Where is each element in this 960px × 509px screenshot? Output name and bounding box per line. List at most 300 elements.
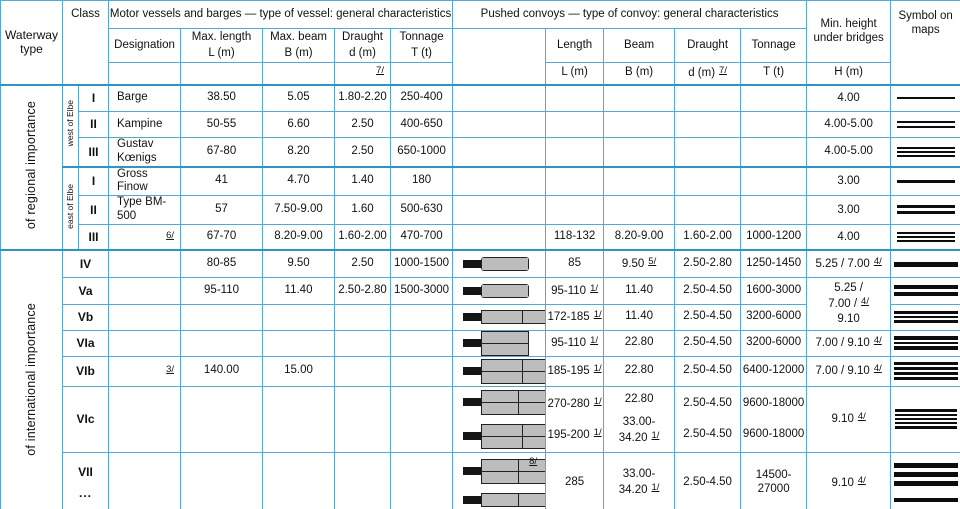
convoy-length-cell [546,138,604,167]
class-cell [63,330,109,356]
min-height-line [807,203,890,218]
convoy-beam-header: Beam [604,29,675,63]
convoy-tonnage-cell [741,85,807,112]
pusher-icon [463,432,481,440]
table-row [1,277,960,304]
convoy-value-text: 95-110 [551,337,587,350]
elbe-label-text: east of Elbe [65,183,76,229]
map-symbol [894,262,958,267]
convoy-value [675,310,740,324]
map-symbol-line [894,367,958,370]
map-symbol-line [897,211,955,214]
convoy-icon-cell [453,304,546,330]
draught-cell [335,356,391,386]
footnote-marker: 7/ [719,65,727,77]
min-height-line [807,312,890,327]
tonnage-cell: 180 [391,167,453,196]
designation-cell [109,224,181,250]
map-symbol-line [894,377,958,380]
convoy-formation [453,390,545,449]
map-symbol-line [894,342,958,344]
footnote-marker: 4/ [873,256,882,268]
map-symbol-cell [891,330,960,356]
convoy-draught-cell [675,167,741,196]
convoy-value [604,336,674,350]
convoy-beam-cell [604,167,675,196]
convoy-value [604,416,674,446]
table-row [1,356,960,386]
convoy-value [675,284,740,298]
convoy-length-cell [546,112,604,138]
footnote-marker: 1/ [590,335,599,347]
convoy-value-text: 3200-6000 [746,310,802,323]
min-height-value: 7.00 / [828,297,858,310]
convoy-value [741,257,806,271]
pusher-icon [463,467,481,475]
min-height-cell [807,330,891,356]
max-beam-fn-cell [263,63,335,85]
draught-cell: 2.50 [335,138,391,167]
max-length-cell: 67-70 [181,224,263,250]
convoy-value-text: 270-280 [547,397,590,410]
draught-cell: 1.60-2.00 [335,224,391,250]
elbe-label [63,85,79,167]
class-cell [79,112,109,138]
convoy-value-text: 1600-3000 [746,283,802,296]
map-symbol-cell [891,356,960,386]
designation-cell [109,330,181,356]
barge-icon [523,425,546,436]
tonnage-unit: T (t) [411,46,432,59]
map-symbol [894,285,958,296]
convoy-value [546,257,603,271]
barge-icon [482,360,522,371]
tonnage-cell: 500-630 [391,196,453,225]
convoy-draught-cell [675,330,741,356]
max-length-cell: 50-55 [181,112,263,138]
convoy-value-text: 6400-12000 [742,364,805,377]
convoy-value [741,336,806,350]
waterway-type-header: Waterway type [1,1,63,85]
map-symbol-cell [891,167,960,196]
footnote-marker: 1/ [590,282,599,294]
map-symbol-cell [891,452,960,509]
class-label: VII [78,464,93,479]
convoy-formation [453,359,545,384]
convoy-value-text: 2.50-4.50 [683,396,732,409]
tonnage-cell: 1500-3000 [391,277,453,304]
draught-cell [335,304,391,330]
draught-cell: 2.50-2.80 [335,277,391,304]
barge-icon [482,258,528,270]
convoy-beam-cell [604,330,675,356]
convoy-draught-cell [675,304,741,330]
class-cell [79,224,109,250]
map-symbol [894,362,958,380]
min-height-value: 9.10 [831,413,854,426]
max-length-cell: 67-80 [181,138,263,167]
designation-cell [109,386,181,452]
convoy-value-text: 118-132 [553,230,596,243]
max-beam-cell: 9.50 [263,250,335,277]
class-label: Va [78,283,93,298]
convoy-length-cell [546,250,604,277]
convoy-formation [453,284,545,298]
map-symbol-cell [891,386,960,452]
convoy-length-cell [546,196,604,225]
convoy-draught-cell [675,224,741,250]
table-row [1,167,960,196]
map-symbol [894,311,958,323]
map-symbol-line [894,320,958,323]
pusher-icon [463,260,481,268]
designation-cell [109,250,181,277]
class-label: I [91,174,96,189]
convoy-value [741,310,806,324]
barge-icon [482,285,528,297]
draught-cell: 2.50 [335,112,391,138]
convoy-value [546,396,603,412]
max-beam-cell: 7.50-9.00 [263,196,335,225]
draught-unit: d (m) [349,46,376,59]
convoy-value-text: 185-195 [547,365,590,378]
convoy-value-text: 9600-18000 [742,427,805,440]
section-label [1,250,63,509]
pushed-convoy-icon [463,310,546,324]
convoy-length-cell [546,277,604,304]
max-length-cell [181,452,263,509]
draught-header [335,29,391,63]
convoy-draught-cell [675,452,741,509]
convoy-icon-cell [453,277,546,304]
table-row [1,112,960,138]
tonnage-label: Tonnage [399,30,444,43]
tonnage-cell: 1000-1500 [391,250,453,277]
pushed-convoy-icon [463,493,546,507]
map-symbol-cell [891,85,960,112]
convoy-value-text: 1000-1200 [746,230,802,243]
convoy-tonnage-cell [741,112,807,138]
class-cell [63,250,109,277]
min-height-cell [807,85,891,112]
class-cell [79,138,109,167]
map-symbol-cell [891,112,960,138]
footnote-marker: 4/ [861,295,869,307]
convoy-value [604,256,674,272]
table-row [1,85,960,112]
barge-icon [482,460,518,471]
convoy-value [546,335,603,351]
barge-icon [523,311,546,323]
section-label-text: of regional importance [24,100,38,230]
convoy-value-text: 1250-1450 [746,257,802,270]
elbe-label [63,167,79,251]
pusher-icon [463,313,481,321]
barge-grid [481,257,529,271]
designation-text: Gustav Kœnigs [117,138,157,164]
map-symbol-line [895,409,957,412]
pusher-icon [463,339,481,347]
pushed-convoys-group-header: Pushed convoys — type of convoy: general characteristics [453,1,807,29]
map-symbol-line [894,262,958,267]
convoy-icon-cell [453,138,546,167]
footnote-marker: 8/ [529,455,538,467]
max-length-label: Max. length [191,30,252,43]
footnote-marker: 1/ [593,395,602,407]
convoy-icon-column-header [453,29,546,85]
class-label: II [90,117,97,132]
convoy-tonnage-header: Tonnage [741,29,807,63]
convoy-value [604,230,674,244]
draught-cell [335,452,391,509]
convoy-draught-header: Draught [675,29,741,63]
convoy-length-cell [546,330,604,356]
convoy-formation [453,331,545,356]
class-label: VIa [76,336,95,351]
convoy-value-text: 2.50-4.50 [683,283,732,296]
min-height-line [807,144,890,159]
min-height-value: 7.00 / 9.10 [815,365,870,378]
barge-grid [481,331,529,356]
convoy-value [546,476,603,490]
class-label: VIc [76,412,95,427]
convoy-value [741,469,806,497]
convoy-tonnage-cell [741,250,807,277]
tonnage-cell [391,386,453,452]
map-symbol-cell [891,224,960,250]
tonnage-header [391,29,453,63]
convoy-value-text: 11.40 [625,283,654,296]
convoy-tonnage-cell [741,356,807,386]
class-label: IV [79,256,92,271]
map-symbol-line [897,236,955,238]
convoy-value [675,364,740,378]
convoy-draught-cell [675,138,741,167]
convoy-beam-cell [604,304,675,330]
convoy-value [675,230,740,244]
max-beam-cell [263,386,335,452]
table-row [1,386,960,452]
map-symbol [895,409,957,429]
map-symbol-line [897,240,955,242]
min-height-cell [807,138,891,167]
max-beam-cell: 8.20 [263,138,335,167]
convoy-value-text: 95-110 [551,284,587,297]
convoy-value-text: 22.80 [624,364,654,377]
footnote-marker: 7/ [376,65,385,77]
convoy-draught-cell [675,277,741,304]
convoy-value [675,428,740,442]
tonnage-cell [391,452,453,509]
designation-cell [109,112,181,138]
min-height-line [807,335,890,351]
convoy-value [675,397,740,411]
map-symbol-line [894,481,958,486]
convoy-value-text: 2.50-4.50 [683,364,732,377]
min-height-cell [807,196,891,225]
min-height-line [807,230,890,245]
barge-grid [481,390,546,415]
footnote-marker: 1/ [593,426,602,438]
pusher-icon [463,496,481,504]
convoy-tonnage-cell [741,167,807,196]
min-height-value: 4.00 [837,91,860,104]
barge-icon [482,403,518,414]
convoy-value [741,364,806,378]
class-cell [63,356,109,386]
tonnage-cell: 470-700 [391,224,453,250]
min-height-value: 4.00-5.00 [824,118,873,131]
tonnage-cell: 400-650 [391,112,453,138]
map-symbol-line [894,311,958,314]
map-symbol-line [897,205,955,208]
convoy-length-cell [546,85,604,112]
max-beam-cell: 4.70 [263,167,335,196]
convoy-icon-cell [453,224,546,250]
convoy-beam-cell [604,452,675,509]
convoy-value-text: 172-185 [547,311,590,324]
table-row [1,138,960,167]
convoy-length-cell [546,386,604,452]
convoy-beam-unit: B (m) [604,63,675,85]
max-beam-unit: B (m) [284,46,313,59]
map-symbol-cell [891,304,960,330]
min-height-cell [807,112,891,138]
convoy-value [675,476,740,490]
max-beam-cell [263,304,335,330]
designation-cell [109,304,181,330]
tonnage-cell: 250-400 [391,85,453,112]
map-symbol [897,205,955,214]
convoy-value-text: 9600-18000 [742,396,805,409]
max-beam-cell: 6.60 [263,112,335,138]
convoy-value-text: 14500-27000 [755,468,792,495]
convoy-tonnage-cell [741,386,807,452]
convoy-icon-cell [453,167,546,196]
barge-grid [481,493,546,507]
convoy-beam-cell [604,85,675,112]
table-row [1,250,960,277]
barge-icon [523,360,546,371]
map-symbol-cell [891,138,960,167]
convoy-tonnage-cell [741,277,807,304]
map-symbol-line [897,232,955,234]
min-height-line [807,363,890,379]
convoy-length-cell [546,356,604,386]
pushed-convoy-icon [463,359,546,384]
section-label-text: of international importance [24,303,38,456]
min-height-value: 3.00 [837,203,860,216]
footnote-marker: 5/ [648,256,657,268]
max-beam-cell: 5.05 [263,85,335,112]
convoy-value-stack [741,388,806,450]
designation-text: Barge [117,91,148,104]
map-symbol-line [895,418,957,420]
convoy-value-text: 22.80 [624,392,654,405]
convoy-length-header: Length [546,29,604,63]
max-length-unit: L (m) [208,46,235,59]
table-row [1,224,960,250]
barge-icon [519,472,546,483]
designation-cell [109,356,181,386]
max-length-cell: 95-110 [181,277,263,304]
map-symbol [894,336,958,350]
map-symbol-line [895,426,957,429]
tonnage-cell: 650-1000 [391,138,453,167]
pushed-convoy-icon [463,257,529,271]
convoy-value [604,393,674,407]
tonnage-cell [391,304,453,330]
barge-icon [523,437,546,448]
barge-icon [482,494,518,506]
map-symbol [897,121,955,128]
min-height-line [807,256,890,272]
min-height-line [807,296,890,312]
convoy-draught-unit-text: d (m) [688,67,716,80]
table-row [1,452,960,509]
max-length-cell [181,330,263,356]
convoy-value [741,428,806,442]
convoy-value [741,397,806,411]
convoy-beam-cell [604,250,675,277]
min-height-line [807,91,890,106]
convoy-icon-cell [453,250,546,277]
table-row [1,196,960,225]
convoy-value [546,363,603,379]
convoy-draught-cell [675,356,741,386]
map-symbol-line [897,155,955,157]
convoy-value [546,309,603,325]
map-symbol-line [897,180,955,183]
min-height-value: 4.00-5.00 [824,145,873,158]
class-cell [79,167,109,196]
min-height-value: 9.10 [837,312,860,325]
convoy-value-text: 2.50-4.50 [683,475,732,488]
min-height-value: 5.25 / 7.00 [815,258,870,271]
class-cell [63,304,109,330]
map-symbol [897,147,955,157]
max-length-cell: 57 [181,196,263,225]
convoy-draught-unit [675,63,741,85]
tonnage-cell [391,330,453,356]
designation-cell [109,196,181,225]
footnote-marker: 4/ [873,363,882,375]
table-row [1,330,960,356]
convoy-tonnage-cell [741,330,807,356]
min-height-value: 3.00 [837,174,860,187]
map-symbol-cell [891,250,960,277]
tonnage-fn-cell [391,63,453,85]
tonnage-cell [391,356,453,386]
footnote-marker: 1/ [651,429,660,441]
barge-grid [481,359,546,384]
convoy-icon-cell [453,356,546,386]
map-symbol-line [897,126,955,128]
convoy-value-text: 2.50-4.50 [683,427,732,440]
designation-text: Kampine [117,117,163,130]
pushed-convoy-icon [463,284,529,298]
convoy-beam-cell [604,224,675,250]
min-height-line [807,475,890,491]
convoy-value-text: 3200-6000 [746,336,802,349]
min-height-header: Min. height under bridges [807,1,891,63]
map-symbol-cell [891,277,960,304]
max-length-cell: 140.00 [181,356,263,386]
convoy-beam-cell [604,277,675,304]
draught-cell: 2.50 [335,250,391,277]
convoy-value [604,364,674,378]
convoy-value [675,257,740,271]
